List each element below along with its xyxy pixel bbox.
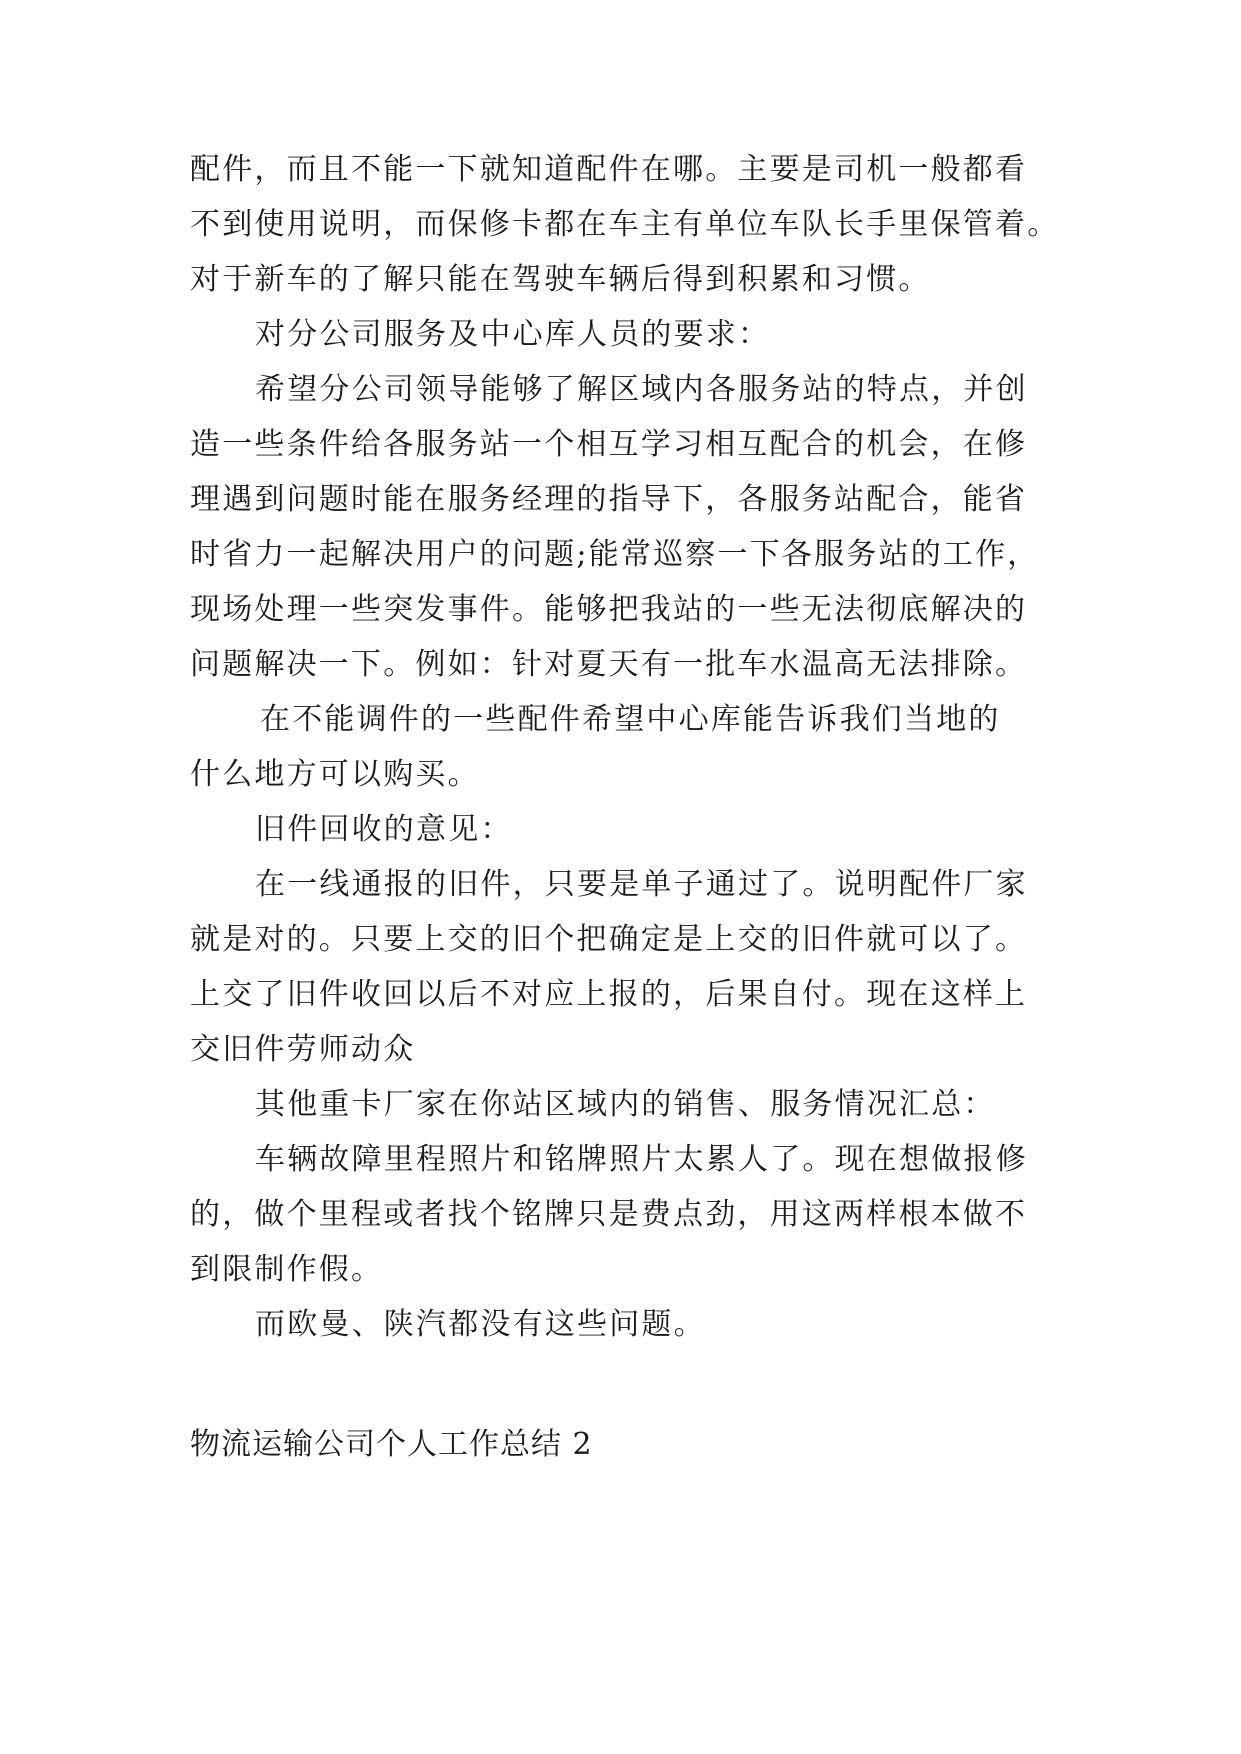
text-line: 就是对的。只要上交的旧个把确定是上交的旧件就可以了。	[190, 922, 1028, 957]
text-line: 配件，而且不能一下就知道配件在哪。主要是司机一般都看	[190, 152, 1028, 187]
text-line: 交旧件劳师动众	[190, 1032, 416, 1067]
paragraph-heading: 其他重卡厂家在你站区域内的销售、服务情况汇总：	[255, 1087, 996, 1122]
text-line: 现场处理一些突发事件。能够把我站的一些无法彻底解决的	[190, 592, 1028, 627]
text-line: 希望分公司领导能够了解区域内各服务站的特点，并创	[255, 372, 1028, 407]
text-line: 而欧曼、陕汽都没有这些问题。	[255, 1307, 706, 1342]
text-line: 问题解决一下。例如：针对夏天有一批车水温高无法排除。	[190, 647, 1028, 682]
text-line: 车辆故障里程照片和铭牌照片太累人了。现在想做报修	[255, 1142, 1028, 1177]
paragraph-heading: 对分公司服务及中心库人员的要求：	[255, 317, 771, 352]
text-line: 在一线通报的旧件，只要是单子通过了。说明配件厂家	[255, 867, 1028, 902]
text-line: 上交了旧件收回以后不对应上报的，后果自付。现在这样上	[190, 977, 1028, 1012]
text-line: 理遇到问题时能在服务经理的指导下，各服务站配合，能省	[190, 482, 1028, 517]
text-line: 什么地方可以购买。	[190, 757, 480, 792]
text-line: 在不能调件的一些配件希望中心库能告诉我们当地的	[260, 702, 1001, 737]
text-line: 到限制作假。	[190, 1252, 384, 1287]
paragraph-heading: 旧件回收的意见：	[255, 812, 513, 847]
text-line: 时省力一起解决用户的问题;能常巡察一下各服务站的工作，	[190, 537, 1040, 572]
text-line: 对于新车的了解只能在驾驶车辆后得到积累和习惯。	[190, 262, 931, 297]
section-title: 物流运输公司个人工作总结 2	[190, 1427, 593, 1462]
text-line: 造一些条件给各服务站一个相互学习相互配合的机会，在修	[190, 427, 1028, 462]
text-line: 的，做个里程或者找个铭牌只是费点劲，用这两样根本做不	[190, 1197, 1028, 1232]
text-line: 不到使用说明，而保修卡都在车主有单位车队长手里保管着。	[190, 207, 1060, 242]
